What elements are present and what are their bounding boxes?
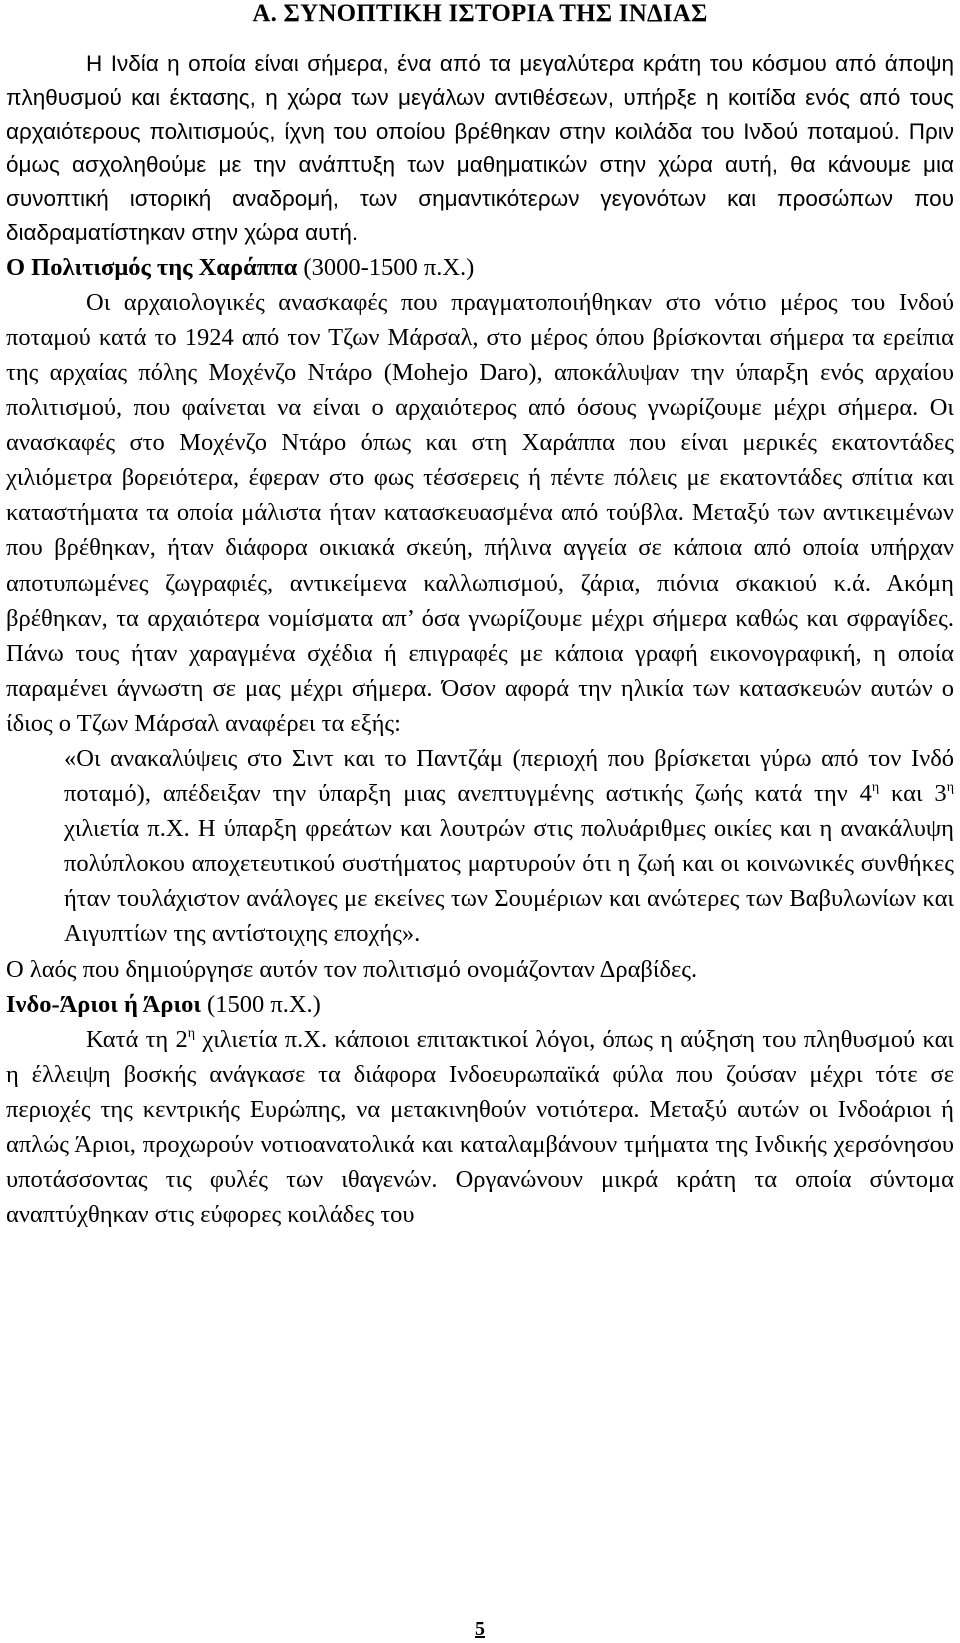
- quote-part-b: και 3: [879, 780, 947, 808]
- section-heading-harappa: [6, 250, 954, 285]
- quote-part-c: χιλιετία π.Χ. Η ύπαρξη φρεάτων και λουτρών στις πολυάριθμες οικίες και η ανακάλυψη πολύπλοκου αποχετευτικού συστήματος μαρτυρούν ότι η ζωή και οι κοινωνικές συνθήκες ήταν τουλάχιστον ανάλογες με εκείνες των Σουμέριων και ανώτερες των Βαβυλωνίων και Αιγυπτίων της αντίστοιχης εποχής».: [64, 815, 954, 948]
- page-number: 5: [475, 1618, 485, 1640]
- marshall-quote: [64, 741, 954, 952]
- aryans-part-a: Κατά τη 2: [86, 1025, 188, 1053]
- aryans-superscript: η: [187, 1025, 196, 1041]
- intro-text: Η Ινδία η οποία είναι σήμερα, ένα από τα μεγαλύτερα κράτη του κόσμου από άποψη πληθυσμού και έκτασης, η χώρα των μεγάλων αντιθέσεων, υπήρξε η κοιτίδα ενός από τους αρχαιότερους πολιτισμούς, ίχνη του οποίου βρέθηκαν στην κοιλάδα του Ινδού ποταμού. Πριν όμως ασχοληθούμε με την ανάπτυξη των μαθηματικών στην χώρα αυτή, θα κάνουμε μια συνοπτική ιστορική αναδρομή, των σημαντικότερων γεγονότων και προσώπων που διαδραματίστηκαν στην χώρα αυτή.: [6, 51, 954, 245]
- quote-part-a: «Οι ανακαλύψεις στο Σιντ και το Παντζάμ (περιοχή που βρίσκεται γύρω από τον Ινδό ποταμό), απέδειξαν την ύπαρξη μιας ανεπτυγμένης αστικής ζωής κατά την 4: [64, 745, 954, 808]
- section-heading-harappa-dates: (3000-1500 π.Χ.): [297, 253, 475, 281]
- quote-superscript-2: η: [946, 780, 955, 796]
- harappa-paragraph: Οι αρχαιολογικές ανασκαφές που πραγματοποιήθηκαν στο νότιο μέρος του Ινδού ποταμού κατά το 1924 από τον Τζων Μάρσαλ, στο μέρος όπου βρίσκονται σήμερα τα ερείπια της αρχαίας πόλης Μοχένζο Ντάρο (Mohejo Daro), αποκάλυψαν την ύπαρξη ενός αρχαίου πολιτισμού, που φαίνεται να είναι ο αρχαιότερος από όσους γνωρίζουμε μέχρι σήμερα. Οι ανασκαφές στο Μοχένζο Ντάρο όπως και στη Χαράππα που είναι μερικές εκατοντάδες χιλιόμετρα βορειότερα, έφεραν στο φως τέσσερεις ή πέντε πόλεις με εκατοντάδες σπίτια και καταστήματα τα οποία μάλιστα ήταν κατασκευασμένα από τούβλα. Μεταξύ των αντικειμένων που βρέθηκαν, ήταν διάφορα οικιακά σκεύη, πήλινα αγγεία σε κάποια από οποία υπήρχαν αποτυπωμένες ζωγραφιές, αντικείμενα καλλωπισμού, ζάρια, πιόνια σκακιού κ.ά. Ακόμη βρέθηκαν, τα αρχαιότερα νομίσματα απ’ όσα γνωρίζουμε μέχρι σήμερα καθώς και σφραγίδες. Πάνω τους ήταν χαραγμένα σχέδια ή επιγραφές με κάποια γραφή εικονογραφική, η οποία παραμένει άγνωστη σε μας μέχρι σήμερα. Όσον αφορά την ηλικία των κατασκευών αυτών ο ίδιος ο Τζων Μάρσαλ αναφέρει τα εξής:: [6, 288, 954, 737]
- intro-paragraph: [6, 47, 954, 250]
- aryans-part-b: χιλιετία π.Χ. κάποιοι επιτακτικοί λόγοι, όπως η αύξηση του πληθυσμού και η έλλειψη βοσκής ανάγκασε τα διάφορα Ινδοευρωπαϊκά φύλα που ζούσαν μέχρι τότε σε περιοχές της κεντρικής Ευρώπης, να μετακινηθούν νοτιότερα. Μεταξύ αυτών οι Ινδοάριοι ή απλώς Άριοι, προχωρούν νοτιοανατολικά και καταλαμβάνουν τμήματα της Ινδικής χερσόνησου υποτάσσοντας τις φυλές των ιθαγενών. Οργανώνουν μικρά κράτη τα οποία σύντομα αναπτύχθηκαν στις εύφορες κοιλάδες του: [6, 1025, 955, 1229]
- aryans-paragraph: [6, 1022, 954, 1233]
- dravidians-line: Ο λαός που δημιούργησε αυτόν τον πολιτισμό ονομάζονταν Δραβίδες.: [6, 955, 698, 983]
- section-heading-aryans-dates: (1500 π.Χ.): [200, 990, 321, 1018]
- section-heading-aryans-bold: Ινδο-Άριοι ή Άριοι: [6, 990, 201, 1018]
- page-title: Α. ΣΥΝΟΠΤΙΚΗ ΙΣΤΟΡΙΑ ΤΗΣ ΙΝΔΙΑΣ: [252, 0, 708, 27]
- document-page: [6, 0, 954, 1232]
- quote-superscript-1: η: [871, 780, 880, 796]
- section-heading-harappa-bold: Ο Πολιτισμός της Χαράππα: [6, 253, 298, 281]
- section-heading-aryans: [6, 987, 954, 1022]
